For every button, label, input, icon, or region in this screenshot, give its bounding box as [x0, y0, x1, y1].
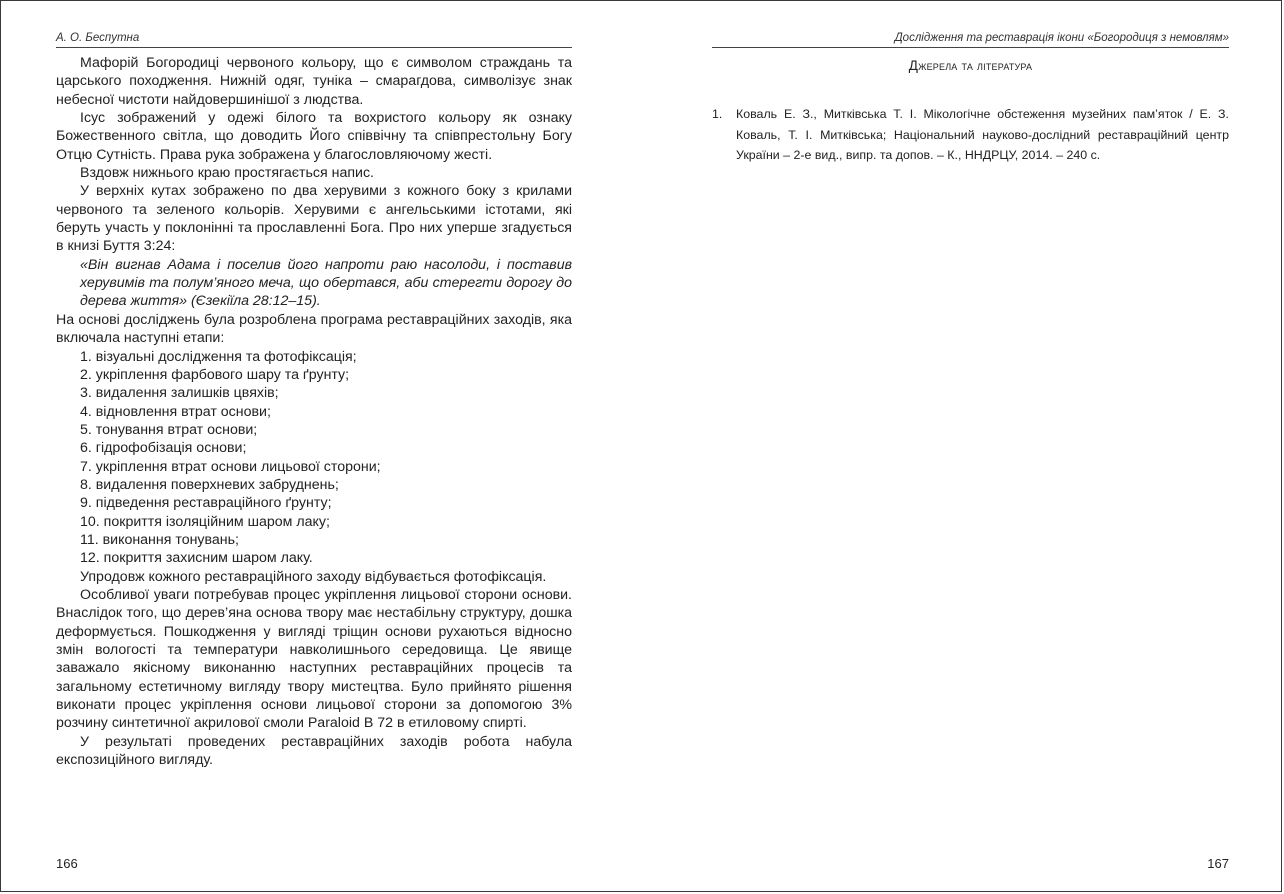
- list-item: 6. гідрофобізація основи;: [80, 440, 247, 457]
- list-item: 7. укріплення втрат основи лицьової сторони;: [80, 458, 381, 475]
- right-page-number: 167: [1207, 856, 1229, 871]
- list-item: 9. підведення реставраційного ґрунту;: [80, 495, 332, 512]
- reference-item: [712, 104, 1229, 166]
- left-body-text: [56, 54, 572, 769]
- list-item: 12. покриття захисним шаром лаку.: [80, 550, 313, 567]
- restoration-steps-list: [56, 348, 572, 568]
- paragraph-strengthening: Особливої уваги потребував процес укріплення лицьової сторони основи. Внаслідок того, що дерев’яна основа твору має нестабільну структуру, дошка деформується. Пошкодження у вигляді тріщин основи рухаються відносно змін вологості та температури навколишнього середовища. Це явище заважало якісному виконанню наступних реставраційних процесів та загальному естетичному вигляду твору мистецтва. Було прийнято рішення виконати процес укріплення основи лицьової сторони за допомогою 3% розчину синтетичної акрилової смоли Paraloid B 72 в етиловому спирті.: [56, 586, 572, 732]
- references-list: [712, 104, 1229, 166]
- list-item: 3. видалення залишків цвяхів;: [80, 385, 279, 402]
- list-item: 11. виконання тонувань;: [80, 531, 239, 548]
- right-running-head: Дослідження та реставрація ікони «Богородиця з немовлям»: [712, 32, 1229, 48]
- section-title: Джерела та література: [908, 58, 1033, 73]
- paragraph-inscription: Вздовж нижнього краю простягається напис.: [80, 165, 374, 182]
- paragraph-photofixation: Упродовж кожного реставраційного заходу відбувається фотофіксація.: [80, 568, 547, 585]
- list-item: 2. укріплення фарбового шару та ґрунту;: [80, 366, 350, 383]
- program-intro: На основі досліджень була розроблена програма реставраційних заходів, яка включала наступні етапи:: [56, 311, 572, 347]
- reference-number: 1.: [712, 107, 723, 121]
- left-running-head: А. О. Беспутна: [56, 32, 572, 48]
- paragraph-result: У результаті проведених реставраційних заходів робота набула експозиційного вигляду.: [56, 733, 572, 769]
- list-item: 4. відновлення втрат основи;: [80, 403, 271, 420]
- list-item: 10. покриття ізоляційним шаром лаку;: [80, 513, 330, 530]
- list-item: 8. видалення поверхневих забруднень;: [80, 476, 339, 493]
- left-page-number: 166: [56, 856, 78, 871]
- bible-quote: «Він вигнав Адама і поселив його напроти раю насолоди, і поставив херувимів та полум’яного меча, що обертався, аби стерегти дорогу до дерева життя» (Єзекіїла 28:12–15).: [80, 256, 572, 310]
- left-page: [56, 1, 572, 893]
- paragraph-cherubim: У верхніх кутах зображено по два херувими з кожного боку з крилами червоного та зеленого кольорів. Херувими є ангельськими істотами, які беруть участь у поклонінні та прославленні Бога. Про них уперше згадується в книзі Буття 3:24:: [56, 183, 572, 255]
- list-item: 5. тонування втрат основи;: [80, 421, 258, 438]
- paragraph-maforiy: Мафорій Богородиці червоного кольору, що є символом страждань та царського походження. Нижній одяг, туніка – смарагдова, символізує знак небесної чистоти найдовершинішої з людства.: [56, 55, 572, 108]
- right-page: [712, 1, 1229, 893]
- reference-text: Коваль Е. З., Митківська Т. І. Мікологічне обстеження музейних пам’яток / Е. З. Коваль, Т. І. Митківська; Національний науково-дослідний реставраційний центр України – 2-е вид., випр. та допов. – К., ННДРЦУ, 2014. – 240 с.: [736, 107, 1229, 162]
- list-item: 1. візуальні дослідження та фотофіксація;: [80, 348, 357, 365]
- paragraph-isus: Ісус зображений у одежі білого та вохристого кольору як ознаку Божественного світла, що доводить Його співвічну та співпрестольну Богу Отцю Сутність. Права рука зображена у благословляючому жесті.: [56, 110, 572, 163]
